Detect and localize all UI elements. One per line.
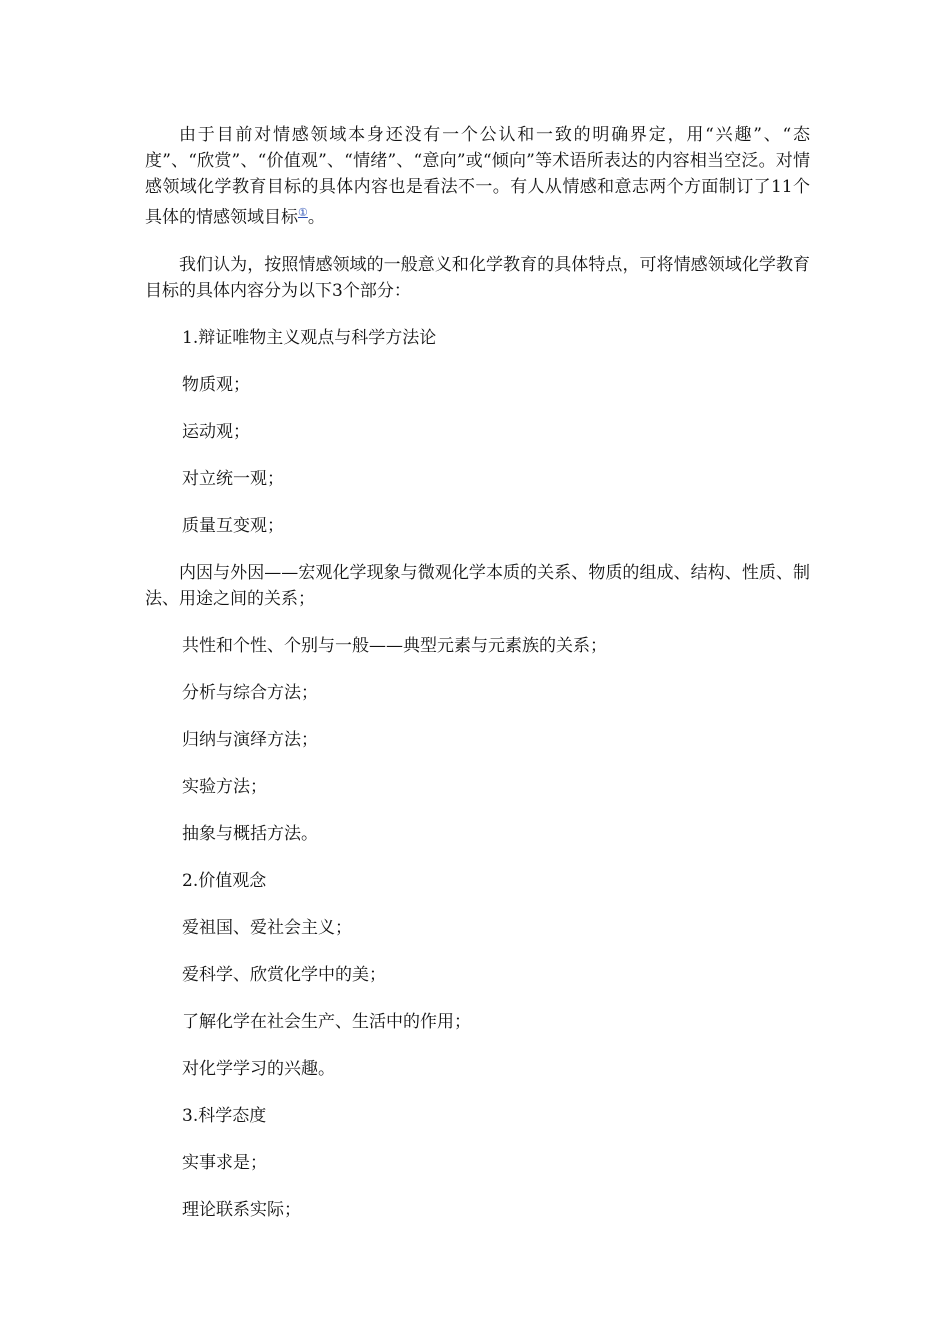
list-item: 分析与综合方法； xyxy=(182,682,318,703)
section-heading: 1.辩证唯物主义观点与科学方法论 xyxy=(182,327,437,348)
list-item: 实事求是； xyxy=(182,1152,267,1173)
list-item: 爱祖国、爱社会主义； xyxy=(182,917,352,938)
intro-text: 由于目前对情感领域本身还没有一个公认和一致的明确界定，用“兴趣”、“态度”、“欣赏”、“价值观”、“情绪”、“意向”或“倾向”等术语所表达的内容相当空泛。对情感领域化学教育目标的具体内容也是看法不一。有人从情感和意志两个方面制订了11个具体的情感领域目标 xyxy=(145,125,810,228)
list-item: 理论联系实际； xyxy=(182,1199,301,1220)
list-item: 对化学学习的兴趣。 xyxy=(182,1058,335,1079)
intro-text-end: 。 xyxy=(307,207,325,228)
list-item: 爱科学、欣赏化学中的美； xyxy=(182,964,386,985)
classification-paragraph: 我们认为，按照情感领域的一般意义和化学教育的具体特点，可将情感领域化学教育目标的具体内容分为以下3个部分： xyxy=(145,254,810,301)
list-item: 运动观； xyxy=(182,421,250,442)
intro-paragraph xyxy=(145,122,810,231)
list-item: 质量互变观； xyxy=(182,515,284,536)
list-item: 对立统一观； xyxy=(182,468,284,489)
list-item: 了解化学在社会生产、生活中的作用； xyxy=(182,1011,471,1032)
list-item: 内因与外因——宏观化学现象与微观化学本质的关系、物质的组成、结构、性质、制法、用途之间的关系； xyxy=(145,562,810,609)
list-item: 共性和个性、个别与一般——典型元素与元素族的关系； xyxy=(182,635,607,656)
footnote-ref-link[interactable]: ① xyxy=(298,206,308,219)
list-item: 抽象与概括方法。 xyxy=(182,823,318,844)
section-heading: 3.科学态度 xyxy=(182,1105,267,1126)
list-item: 实验方法； xyxy=(182,776,267,797)
section-heading: 2.价值观念 xyxy=(182,870,267,891)
list-item: 物质观； xyxy=(182,374,250,395)
document-page xyxy=(145,122,810,1223)
list-item: 归纳与演绎方法； xyxy=(182,729,318,750)
